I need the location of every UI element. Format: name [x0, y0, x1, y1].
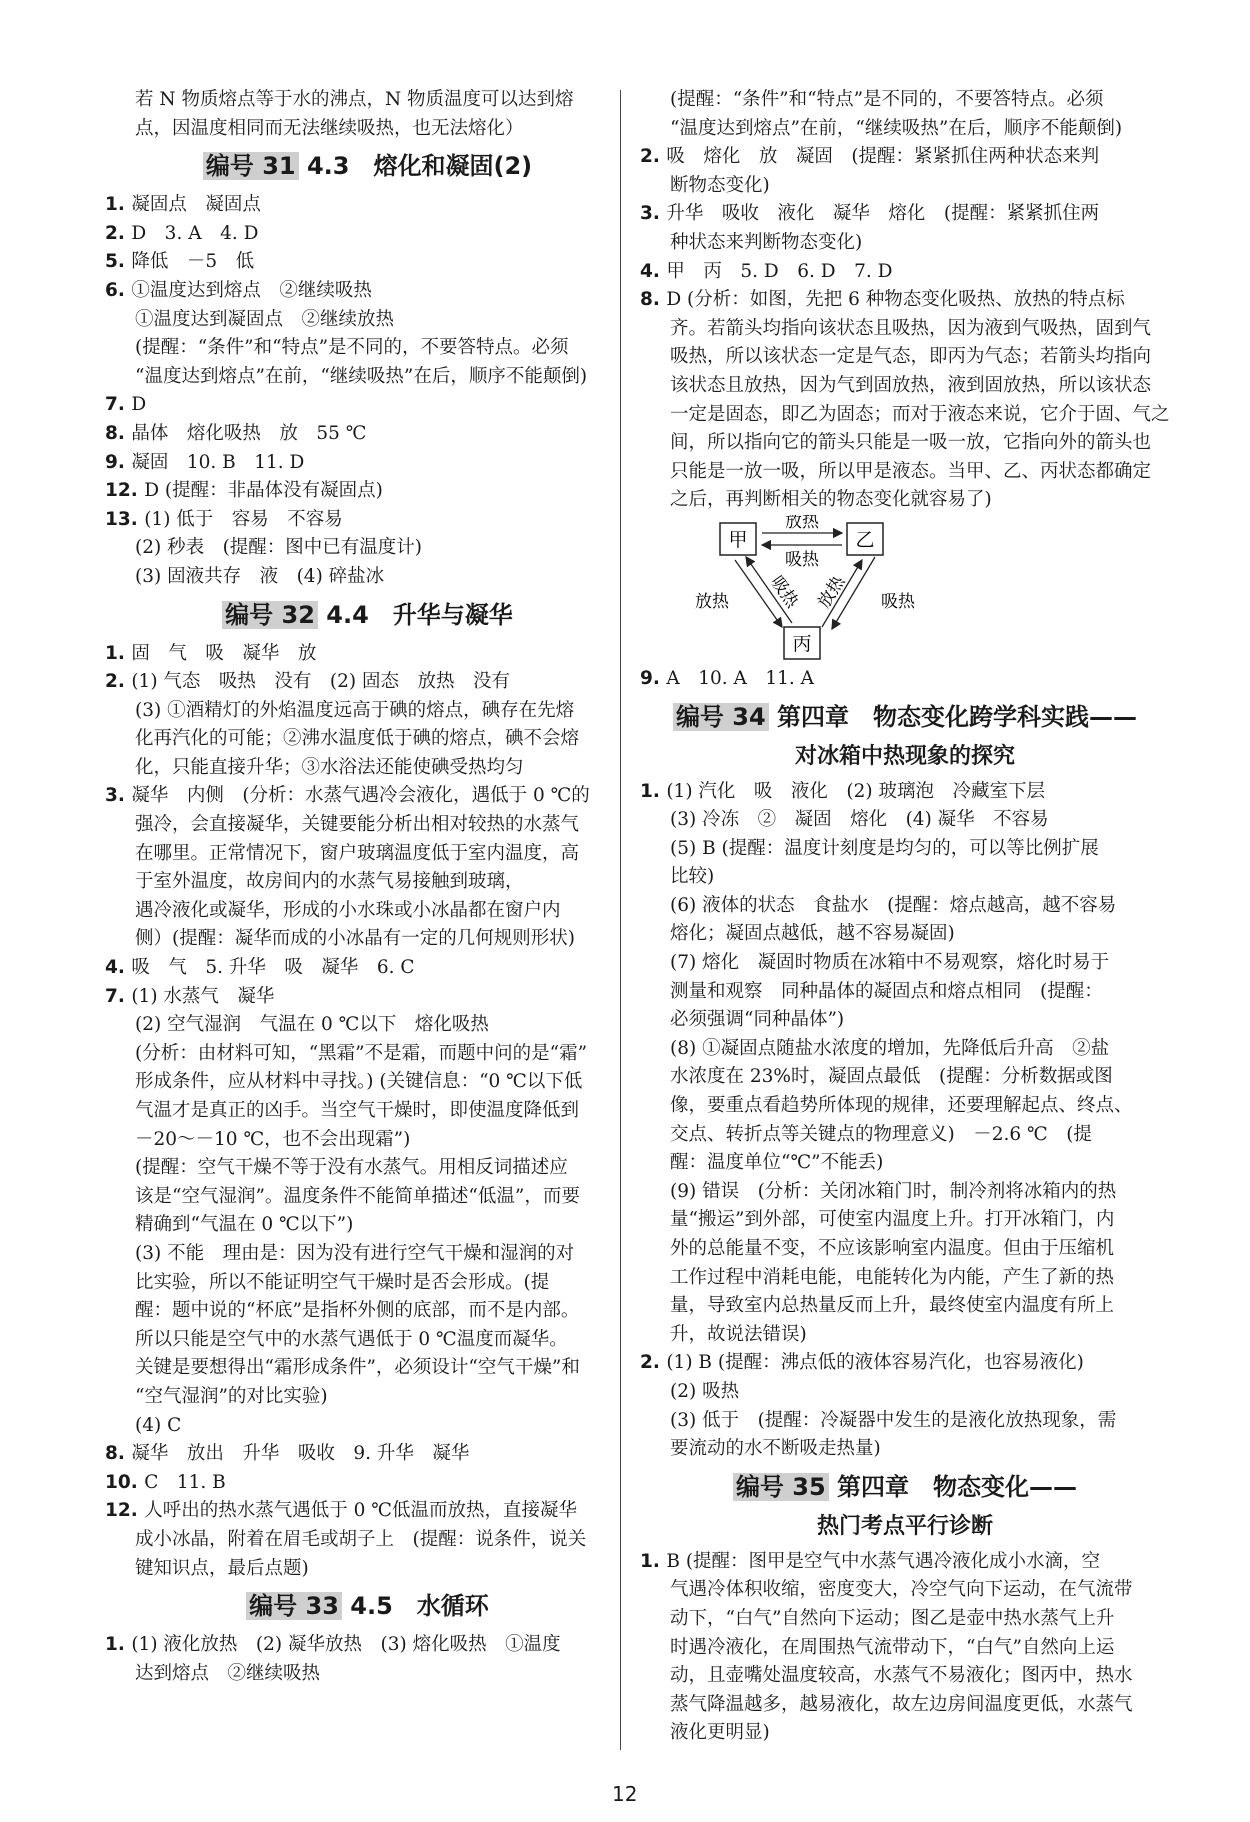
line-text: 吸 气 5. 升华 吸 凝华 6. C	[131, 957, 415, 979]
answer-line	[105, 563, 630, 592]
answer-line	[105, 391, 630, 420]
answer-line	[105, 1126, 630, 1155]
section-number-badge: 编号 31	[203, 152, 299, 180]
line-text: 固 气 吸 凝华 放	[131, 642, 317, 664]
item-number: 7.	[105, 985, 132, 1007]
section-heading-s32	[105, 598, 630, 632]
item-number: 8.	[640, 289, 667, 311]
line-text: 比实验，所以不能证明空气干燥时是否会形成。(提	[135, 1271, 550, 1293]
label-bing: 丙	[792, 632, 812, 655]
line-text: 点，因温度相同而无法继续吸热，也无法熔化）	[135, 117, 524, 139]
answer-line	[640, 1435, 1170, 1464]
answer-line	[105, 925, 630, 954]
answer-line	[105, 191, 630, 220]
label-jia: 甲	[728, 528, 748, 551]
answer-line	[105, 840, 630, 869]
item-number: 1.	[640, 780, 667, 802]
line-text: ①温度达到熔点 ②继续吸热	[131, 279, 372, 301]
line-text: －20～－10 ℃，也不会出现霜”)	[135, 1128, 411, 1150]
answer-line	[640, 372, 1170, 401]
answer-line	[640, 1063, 1170, 1092]
line-text: 必须强调“同种晶体”)	[670, 1009, 845, 1031]
section-subtitle-s34: 对冰箱中热现象的探究	[794, 743, 1015, 769]
answer-line	[640, 1321, 1170, 1350]
line-text: 升，故说法错误)	[670, 1323, 807, 1345]
answer-line	[640, 978, 1170, 1007]
line-text: 动，且壶嘴处温度较高，水蒸气不易液化；图丙中，热水	[670, 1665, 1133, 1687]
section-heading-s35	[640, 1470, 1170, 1504]
line-text: 一定是固态，即乙为固态；而对于液态来说，它介于固、气之	[670, 403, 1170, 425]
item-number: 5.	[105, 251, 132, 273]
intro-line	[105, 115, 630, 144]
line-text: 化再汽化的可能；②沸水温度低于碘的熔点，碘不会熔	[135, 728, 580, 750]
answer-line	[640, 172, 1170, 201]
line-text: 达到熔点 ②继续吸热	[135, 1662, 321, 1684]
item-number: 4.	[640, 260, 667, 282]
answer-line	[105, 668, 630, 697]
line-text: (提醒：空气干燥不等于没有水蒸气。用相反词描述应	[135, 1157, 568, 1179]
item-number: 2.	[105, 222, 132, 244]
answer-line	[105, 1497, 630, 1526]
item-number: 12.	[105, 1500, 145, 1522]
line-text: (6) 液体的状态 食盐水 (提醒：熔点越高，越不容易	[670, 894, 1117, 916]
line-text: 吸热，所以该状态一定是气态，即丙为气态；若箭头均指向	[670, 346, 1152, 368]
line-text: 吸 熔化 放 凝固 (提醒：紧紧抓住两种状态来判	[666, 146, 1100, 168]
line-text: 于室外温度，故房间内的水蒸气易接触到玻璃，	[135, 871, 524, 893]
line-text: 量“搬运”到外部，可使室内温度上升。打开冰箱门，内	[670, 1209, 1115, 1231]
line-text: (3) ①酒精灯的外焰温度远高于碘的熔点，碘存在先熔	[135, 699, 575, 721]
line-text: 侧）(提醒：凝华而成的小冰晶有一定的几何规则形状)	[135, 928, 575, 950]
line-text: D	[131, 394, 147, 416]
answer-line	[105, 277, 630, 306]
line-text: 测量和观察 同种晶体的凝固点和熔点相同 (提醒：	[670, 980, 1103, 1002]
item-number: 6.	[105, 279, 132, 301]
line-text: “温度达到熔点”在前，“继续吸热”在后，顺序不能颠倒)	[670, 117, 1123, 139]
answer-line	[640, 1548, 1170, 1577]
answer-line	[105, 306, 630, 335]
answer-line	[640, 778, 1170, 807]
answer-line	[105, 449, 630, 478]
answer-line	[105, 1383, 630, 1412]
answer-line	[105, 811, 630, 840]
line-text: (8) ①凝固点随盐水浓度的增加，先降低后升高 ②盐	[670, 1037, 1110, 1059]
answer-line	[105, 1154, 630, 1183]
line-text: 醒：温度单位“℃”不能丢)	[670, 1152, 884, 1174]
section-title-text: 4.5 水循环	[341, 1592, 489, 1621]
left-column	[105, 86, 630, 1688]
answer-line	[105, 1469, 630, 1498]
answer-line	[105, 1440, 630, 1469]
item-number: 8.	[105, 422, 132, 444]
answer-line	[105, 1211, 630, 1240]
line-text: 断物态变化)	[670, 174, 770, 196]
answer-line	[105, 248, 630, 277]
line-text: 凝固 10. B 11. D	[131, 451, 305, 473]
line-text: 动下，“白气”自然向下运动；图乙是壶中热水蒸气上升	[670, 1607, 1115, 1629]
line-text: 蒸气降温越多，越易液化，故左边房间温度更低，水蒸气	[670, 1693, 1133, 1715]
line-text: 该状态且放热，因为气到固放热，液到固放热，所以该状态	[670, 374, 1152, 396]
line-text: 比较)	[670, 866, 715, 888]
line-text: (提醒：“条件”和“特点”是不同的，不要答特点。必须	[670, 89, 1104, 110]
section-number-badge: 编号 35	[733, 1473, 829, 1501]
answer-line	[640, 458, 1170, 487]
answer-line	[640, 86, 1170, 115]
line-text: “空气湿润”的对比实验)	[135, 1385, 328, 1407]
item-number: 3.	[105, 785, 132, 807]
item-number: 1.	[640, 1550, 667, 1572]
line-text: 间，所以指向它的箭头只能是一吸一放，它指向外的箭头也	[670, 432, 1152, 454]
item-number: 9.	[640, 667, 667, 689]
line-text: 只能是一放一吸，所以甲是液态。当甲、乙、丙状态都确定	[670, 460, 1152, 482]
line-text: 化，只能直接升华；③水浴法还能使碘受热均匀	[135, 756, 524, 778]
intro-line	[105, 86, 630, 115]
answer-line	[640, 1292, 1170, 1321]
answer-line	[640, 863, 1170, 892]
line-text: 遇冷液化或凝华，形成的小水珠或小冰晶都在窗户内	[135, 899, 561, 921]
line-text: B (提醒：图甲是空气中水蒸气遇冷液化成小水滴，空	[666, 1550, 1101, 1572]
line-text: 人呼出的热水蒸气遇低于 0 ℃低温而放热，直接凝华	[144, 1500, 577, 1522]
line-text: C 11. B	[144, 1471, 226, 1493]
answer-line	[640, 429, 1170, 458]
answer-line	[640, 229, 1170, 258]
line-text: A 10. A 11. A	[666, 667, 815, 689]
line-text: (1) 低于 容易 不容易	[144, 508, 343, 530]
line-text: 种状态来判断物态变化)	[670, 231, 863, 253]
line-text: (3) 低于 (提醒：冷凝器中发生的是液化放热现象，需	[670, 1409, 1117, 1431]
answer-line	[105, 1097, 630, 1126]
line-text: ①温度达到凝固点 ②继续放热	[135, 308, 395, 330]
line-text: (1) 气态 吸热 没有 (2) 固态 放热 没有	[131, 671, 511, 693]
answer-line	[640, 1605, 1170, 1634]
answer-line	[105, 868, 630, 897]
answer-line	[105, 1412, 630, 1441]
item-number: 2.	[640, 146, 667, 168]
answer-line	[640, 143, 1170, 172]
answer-line	[105, 534, 630, 563]
answer-line	[640, 920, 1170, 949]
answer-line	[640, 1206, 1170, 1235]
line-text: (2) 吸热	[670, 1380, 740, 1402]
answer-line	[640, 1178, 1170, 1207]
page-number: 12	[612, 1782, 638, 1806]
answer-line	[640, 1349, 1170, 1378]
item-number: 1.	[105, 194, 132, 216]
item-number: 13.	[105, 508, 145, 530]
answer-line	[640, 1691, 1170, 1720]
answer-line	[640, 258, 1170, 287]
line-text: 像，要重点看趋势所体现的规律，还要理解起点、终点、	[670, 1095, 1133, 1117]
answer-line	[105, 1555, 630, 1584]
line-text: 在哪里。正常情况下，窗户玻璃温度低于室内温度，高	[135, 842, 580, 864]
line-text: 醒：题中说的“杯底”是指杯外侧的底部，而不是内部。	[135, 1300, 580, 1322]
line-text: 所以只能是空气中的水蒸气遇低于 0 ℃温度而凝华。	[135, 1328, 568, 1350]
answer-line	[640, 1407, 1170, 1436]
line-text: 精确到“气温在 0 ℃以下”)	[135, 1214, 354, 1236]
section-title-text: 4.4 升华与凝华	[317, 600, 513, 629]
line-text: (5) B (提醒：温度计刻度是均匀的，可以等比例扩展	[670, 837, 1099, 859]
line-text: 外的总能量不变，不应该影响室内温度。但由于压缩机	[670, 1238, 1115, 1259]
line-text: 晶体 熔化吸热 放 55 ℃	[131, 422, 367, 444]
section-number-badge: 编号 32	[222, 601, 318, 629]
line-text: (3) 固液共存 液 (4) 碎盐冰	[135, 565, 385, 587]
answer-line	[640, 1149, 1170, 1178]
answer-line	[640, 1264, 1170, 1293]
label-yi: 乙	[855, 528, 875, 551]
answer-line	[640, 949, 1170, 978]
line-text: (7) 熔化 凝固时物质在冰箱中不易观察，熔化时易于	[670, 952, 1110, 974]
line-text: 交点、转折点等关键点的物理意义) －2.6 ℃ (提	[670, 1123, 1092, 1145]
label-fangre-right: 放热	[814, 572, 850, 612]
answer-line	[640, 1378, 1170, 1407]
answer-line	[105, 1068, 630, 1097]
line-text: 要流动的水不断吸走热量)	[670, 1438, 881, 1460]
answer-line	[105, 1354, 630, 1383]
answer-line	[105, 334, 630, 363]
line-text: 气温才是真正的凶手。当空气干燥时，即使温度降低到	[135, 1100, 580, 1121]
line-text: 熔化；凝固点越低，越不容易凝固)	[670, 923, 955, 945]
answer-line	[640, 1006, 1170, 1035]
label-fangre-top: 放热	[785, 514, 819, 532]
label-fangre-left: 放热	[695, 591, 729, 612]
section-title-text: 第四章 物态变化跨学科实践——	[768, 702, 1138, 731]
item-number: 1.	[105, 1634, 132, 1656]
answer-line	[105, 1011, 630, 1040]
state-change-diagram	[640, 515, 1170, 665]
label-xire-top: 吸热	[785, 549, 819, 570]
answer-line	[105, 477, 630, 506]
line-text: 该是“空气湿润”。温度条件不能简单描述“低温”，而要	[135, 1185, 580, 1207]
line-text: 甲 丙 5. D 6. D 7. D	[666, 260, 893, 282]
answer-line	[105, 782, 630, 811]
item-number: 10.	[105, 1471, 145, 1493]
answer-line	[105, 1660, 630, 1689]
answer-line	[640, 665, 1170, 694]
line-text: (3) 冷冻 ② 凝固 熔化 (4) 凝华 不容易	[670, 809, 1049, 831]
line-text: 升华 吸收 液化 凝华 熔化 (提醒：紧紧抓住两	[666, 203, 1100, 225]
answer-line	[640, 835, 1170, 864]
section-heading-s31	[105, 149, 630, 183]
answer-line	[105, 220, 630, 249]
line-text: 气遇冷体积收缩，密度变大，冷空气向下运动，在气流带	[670, 1579, 1133, 1601]
answer-line	[640, 401, 1170, 430]
item-number: 2.	[105, 671, 132, 693]
answer-line	[105, 1240, 630, 1269]
item-number: 2.	[640, 1352, 667, 1374]
line-text: 凝华 内侧 (分析：水蒸气遇冷会液化，遇低于 0 ℃的	[131, 785, 590, 807]
item-number: 9.	[105, 451, 132, 473]
answer-line	[105, 697, 630, 726]
answer-line	[640, 1576, 1170, 1605]
line-text: 水浓度在 23%时，凝固点最低 (提醒：分析数据或图	[670, 1066, 1113, 1088]
line-text: (3) 不能 理由是：因为没有进行空气干燥和湿润的对	[135, 1242, 575, 1264]
answer-line	[105, 954, 630, 983]
line-text: (提醒：“条件”和“特点”是不同的，不要答特点。必须	[135, 337, 569, 359]
line-text: 齐。若箭头均指向该状态且吸热，因为液到气吸热，固到气	[670, 317, 1152, 339]
item-number: 8.	[105, 1443, 132, 1465]
answer-line	[105, 1297, 630, 1326]
answer-line	[640, 1662, 1170, 1691]
line-text: (4) C	[135, 1414, 182, 1436]
item-number: 1.	[105, 642, 132, 664]
answer-line	[105, 506, 630, 535]
line-text: “温度达到熔点”在前，“继续吸热”在后，顺序不能颠倒)	[135, 365, 588, 387]
right-column	[640, 86, 1170, 1748]
section-number-badge: 编号 34	[673, 703, 769, 731]
answer-line	[640, 286, 1170, 315]
line-text: 形成条件，应从材料中寻找。) (关键信息：“0 ℃以下低	[135, 1071, 583, 1093]
section-subtitle-s35: 热门考点平行诊断	[816, 1513, 993, 1539]
item-number: 4.	[105, 957, 132, 979]
answer-line	[640, 892, 1170, 921]
line-text: (9) 错误 (分析：关闭冰箱门时，制冷剂将冰箱内的热	[670, 1180, 1117, 1202]
line-text: D 3. A 4. D	[131, 222, 259, 244]
answer-line	[640, 1035, 1170, 1064]
line-text: 时遇冷液化，在周围热气流带动下，“白气”自然向上运	[670, 1636, 1115, 1658]
answer-line	[105, 640, 630, 669]
line-text: (1) B (提醒：沸点低的液体容易汽化，也容易液化)	[666, 1352, 1084, 1374]
answer-line	[640, 115, 1170, 144]
line-text: 强冷，会直接凝华，关键要能分析出相对较热的水蒸气	[135, 814, 580, 836]
answer-line	[640, 1235, 1170, 1264]
answer-line	[640, 1092, 1170, 1121]
section-title-text: 4.3 熔化和凝固(2)	[298, 152, 533, 181]
answer-line	[640, 1121, 1170, 1150]
answer-line	[640, 806, 1170, 835]
label-xire-left: 吸热	[766, 572, 803, 612]
section-heading-s33	[105, 1589, 630, 1623]
answer-line	[640, 486, 1170, 515]
line-text: 量，导致室内总热量反而上升，最终使室内温度有所上	[670, 1295, 1115, 1317]
answer-line	[105, 363, 630, 392]
line-text: 凝固点 凝固点	[131, 194, 261, 216]
line-text: D (提醒：非晶体没有凝固点)	[144, 480, 383, 502]
answer-line	[105, 983, 630, 1012]
answer-line	[105, 1631, 630, 1660]
line-text: 液化更明显)	[670, 1722, 770, 1744]
line-text: (1) 液化放热 (2) 凝华放热 (3) 熔化吸热 ①温度	[131, 1634, 561, 1656]
answer-line	[640, 343, 1170, 372]
answer-line	[105, 420, 630, 449]
line-text: 工作过程中消耗电能，电能转化为内能，产生了新的热	[670, 1266, 1115, 1288]
line-text: D (分析：如图，先把 6 种物态变化吸热、放热的特点标	[666, 289, 1125, 311]
line-text: 凝华 放出 升华 吸收 9. 升华 凝华	[131, 1443, 470, 1465]
line-text: (1) 汽化 吸 液化 (2) 玻璃泡 冷藏室下层	[666, 780, 1046, 802]
answer-line	[640, 1719, 1170, 1748]
line-text: 成小冰晶，附着在眉毛或胡子上 (提醒：说条件，说关	[135, 1528, 587, 1550]
answer-line	[105, 897, 630, 926]
line-text: (分析：由材料可知，“黑霜”不是霜，而题中问的是“霜”	[135, 1042, 588, 1064]
state-diagram-svg	[640, 515, 1170, 665]
line-text: 若 N 物质熔点等于水的沸点，N 物质温度可以达到熔	[135, 89, 574, 110]
label-xire-right: 吸热	[881, 591, 915, 612]
answer-line	[640, 1634, 1170, 1663]
line-text: (2) 秒表 (提醒：图中已有温度计)	[135, 537, 423, 559]
answer-line	[105, 1040, 630, 1069]
section-title-text: 第四章 物态变化——	[828, 1472, 1078, 1501]
line-text: (1) 水蒸气 凝华	[131, 985, 275, 1007]
answer-line	[105, 1526, 630, 1555]
line-text: (2) 空气湿润 气温在 0 ℃以下 熔化吸热	[135, 1014, 489, 1036]
line-text: 降低 －5 低	[131, 251, 255, 273]
item-number: 7.	[105, 394, 132, 416]
line-text: 之后，再判断相关的物态变化就容易了)	[670, 489, 992, 511]
answer-line	[640, 200, 1170, 229]
answer-line	[640, 315, 1170, 344]
item-number: 12.	[105, 480, 145, 502]
line-text: 关键是要想得出“霜形成条件”，必须设计“空气干燥”和	[135, 1357, 580, 1379]
item-number: 3.	[640, 203, 667, 225]
answer-line	[105, 1269, 630, 1298]
answer-line	[105, 1326, 630, 1355]
answer-line	[105, 754, 630, 783]
answer-line	[105, 1183, 630, 1212]
section-number-badge: 编号 33	[246, 1592, 342, 1620]
section-heading-s34	[640, 700, 1170, 734]
answer-line	[105, 725, 630, 754]
line-text: 键知识点，最后点题)	[135, 1557, 309, 1579]
